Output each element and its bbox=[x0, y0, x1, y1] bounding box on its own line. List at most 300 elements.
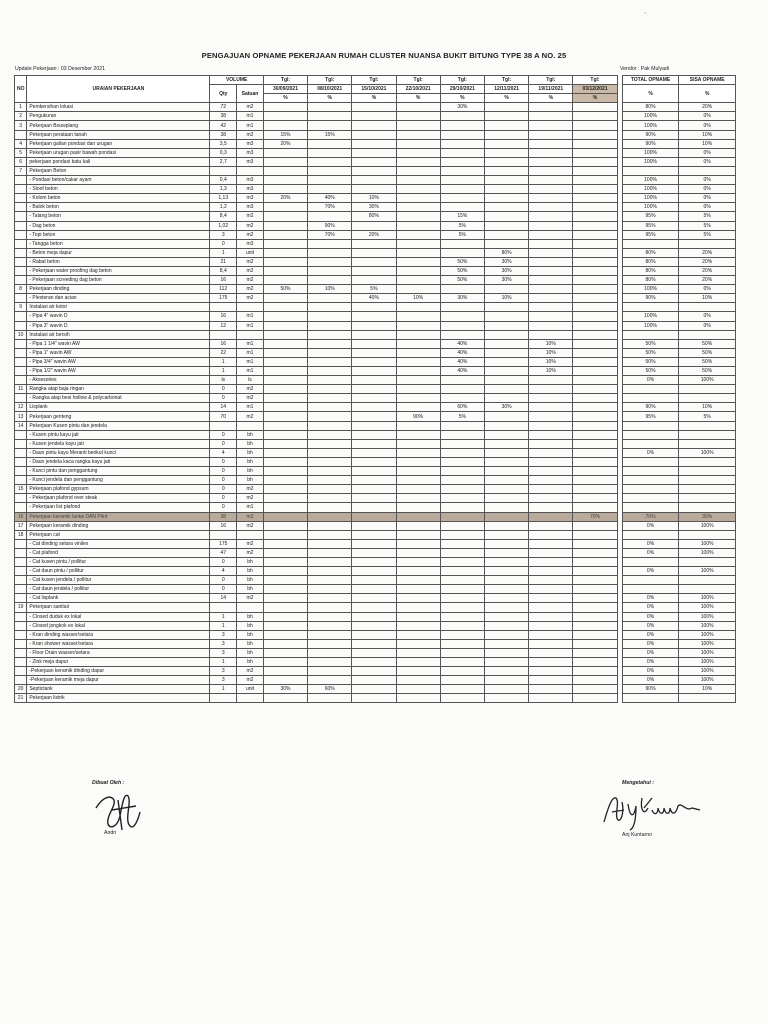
row-p3 bbox=[352, 448, 396, 457]
row-p2 bbox=[308, 185, 352, 194]
row-p8 bbox=[573, 339, 617, 348]
header-tgl: Tgl: bbox=[396, 76, 440, 85]
row-no bbox=[15, 621, 27, 630]
row-no bbox=[15, 248, 27, 257]
row-qty bbox=[210, 166, 237, 175]
row-p2 bbox=[308, 667, 352, 676]
row-p6 bbox=[484, 494, 528, 503]
table-row bbox=[15, 130, 736, 139]
row-p7: 10% bbox=[529, 339, 573, 348]
row-total: 0% bbox=[622, 567, 679, 576]
row-total bbox=[622, 421, 679, 430]
row-p8 bbox=[573, 185, 617, 194]
row-sisa: 100% bbox=[679, 539, 736, 548]
row-uraian: Pekerjaan sanitair bbox=[27, 603, 210, 612]
row-satuan: bh bbox=[237, 448, 264, 457]
row-p5 bbox=[440, 203, 484, 212]
row-p4 bbox=[396, 467, 440, 476]
row-no bbox=[15, 630, 27, 639]
row-p4 bbox=[396, 194, 440, 203]
row-p7 bbox=[529, 321, 573, 330]
row-satuan: m2 bbox=[237, 285, 264, 294]
row-uraian: Pengukuran bbox=[27, 112, 210, 121]
table-row bbox=[15, 303, 736, 312]
row-uraian: - Cat daun jendela / pollitur bbox=[27, 585, 210, 594]
row-qty: ls bbox=[210, 376, 237, 385]
row-p8 bbox=[573, 612, 617, 621]
row-p7 bbox=[529, 594, 573, 603]
row-p5 bbox=[440, 376, 484, 385]
row-p1 bbox=[263, 230, 307, 239]
row-p4 bbox=[396, 585, 440, 594]
row-p6: 80% bbox=[484, 248, 528, 257]
row-satuan: bh bbox=[237, 648, 264, 657]
row-p7 bbox=[529, 658, 573, 667]
row-p8 bbox=[573, 403, 617, 412]
table-row bbox=[15, 576, 736, 585]
row-p3 bbox=[352, 567, 396, 576]
row-p8 bbox=[573, 476, 617, 485]
header-date-highlight: 03/12/2021 bbox=[573, 85, 617, 94]
row-p6 bbox=[484, 376, 528, 385]
row-no: 14 bbox=[15, 421, 27, 430]
row-p8 bbox=[573, 248, 617, 257]
table-row bbox=[15, 248, 736, 257]
row-uraian: - Pipa 3" wavin D bbox=[27, 321, 210, 330]
row-p2 bbox=[308, 448, 352, 457]
row-p6: 30% bbox=[484, 276, 528, 285]
row-sisa: 100% bbox=[679, 667, 736, 676]
row-p8 bbox=[573, 576, 617, 585]
row-qty: 1 bbox=[210, 357, 237, 366]
row-p8 bbox=[573, 603, 617, 612]
row-no: 12 bbox=[15, 403, 27, 412]
row-p4 bbox=[396, 312, 440, 321]
row-p1: 30% bbox=[263, 685, 307, 694]
row-p8 bbox=[573, 685, 617, 694]
row-p3 bbox=[352, 157, 396, 166]
row-p5 bbox=[440, 576, 484, 585]
row-uraian: Rangka atap baja ringan bbox=[27, 385, 210, 394]
table-row bbox=[15, 521, 736, 530]
row-no: 8 bbox=[15, 285, 27, 294]
row-satuan: m3 bbox=[237, 203, 264, 212]
row-sisa: 100% bbox=[679, 676, 736, 685]
row-total bbox=[622, 330, 679, 339]
row-p4 bbox=[396, 521, 440, 530]
row-uraian: - Kunci pintu dan penggantung bbox=[27, 467, 210, 476]
row-sisa bbox=[679, 421, 736, 430]
row-total: 100% bbox=[622, 112, 679, 121]
known-by-label: Mengetahui : bbox=[622, 780, 654, 786]
row-qty: 4 bbox=[210, 448, 237, 457]
table-row bbox=[15, 548, 736, 557]
row-no bbox=[15, 339, 27, 348]
row-satuan: bh bbox=[237, 457, 264, 466]
row-uraian: - Closed jongkok ex lokal bbox=[27, 621, 210, 630]
row-p1 bbox=[263, 266, 307, 275]
row-p2 bbox=[308, 467, 352, 476]
row-sisa bbox=[679, 557, 736, 566]
row-p5 bbox=[440, 539, 484, 548]
row-qty: 0 bbox=[210, 557, 237, 566]
header-volume: VOLUME bbox=[210, 76, 263, 85]
row-p3 bbox=[352, 239, 396, 248]
row-uraian: Pekerjaan dinding bbox=[27, 285, 210, 294]
row-p8 bbox=[573, 621, 617, 630]
row-p3 bbox=[352, 685, 396, 694]
row-p1 bbox=[263, 512, 307, 521]
row-p7 bbox=[529, 639, 573, 648]
row-p8 bbox=[573, 485, 617, 494]
row-p6 bbox=[484, 548, 528, 557]
row-total: 0% bbox=[622, 621, 679, 630]
row-p1 bbox=[263, 321, 307, 330]
row-p2: 15% bbox=[308, 130, 352, 139]
row-no bbox=[15, 612, 27, 621]
row-qty: 2,7 bbox=[210, 157, 237, 166]
row-p4 bbox=[396, 239, 440, 248]
row-p8 bbox=[573, 312, 617, 321]
row-p2 bbox=[308, 421, 352, 430]
row-sisa: 0% bbox=[679, 312, 736, 321]
row-qty: 1,3 bbox=[210, 185, 237, 194]
row-uraian: Pembersihan lokasi bbox=[27, 103, 210, 112]
row-p7 bbox=[529, 112, 573, 121]
table-row bbox=[15, 394, 736, 403]
row-p1 bbox=[263, 485, 307, 494]
row-p7 bbox=[529, 139, 573, 148]
row-p1 bbox=[263, 185, 307, 194]
row-qty: 175 bbox=[210, 294, 237, 303]
row-no: 19 bbox=[15, 603, 27, 612]
row-p7 bbox=[529, 530, 573, 539]
row-p1 bbox=[263, 621, 307, 630]
row-total: 0% bbox=[622, 667, 679, 676]
row-sisa: 100% bbox=[679, 594, 736, 603]
row-p3 bbox=[352, 367, 396, 376]
row-p4 bbox=[396, 421, 440, 430]
row-uraian: - Plesteran dan acian bbox=[27, 294, 210, 303]
header-pct: % bbox=[440, 94, 484, 103]
row-satuan: m2 bbox=[237, 103, 264, 112]
row-p2 bbox=[308, 294, 352, 303]
row-total: 80% bbox=[622, 103, 679, 112]
row-p5: 50% bbox=[440, 266, 484, 275]
row-p2: 70% bbox=[308, 230, 352, 239]
row-p8 bbox=[573, 148, 617, 157]
row-p4 bbox=[396, 221, 440, 230]
row-qty: 3,5 bbox=[210, 139, 237, 148]
row-uraian: Pekerjaan keramik dinding bbox=[27, 521, 210, 530]
row-uraian: - Floor Drain wasser/setara bbox=[27, 648, 210, 657]
row-p3 bbox=[352, 494, 396, 503]
row-p5 bbox=[440, 176, 484, 185]
row-satuan: bh bbox=[237, 567, 264, 576]
row-qty: 112 bbox=[210, 285, 237, 294]
row-p8 bbox=[573, 448, 617, 457]
row-p4 bbox=[396, 276, 440, 285]
row-total: 80% bbox=[622, 257, 679, 266]
row-p4 bbox=[396, 139, 440, 148]
header-date: 15/10/2021 bbox=[352, 85, 396, 94]
row-p7 bbox=[529, 603, 573, 612]
row-p8 bbox=[573, 385, 617, 394]
row-p2 bbox=[308, 176, 352, 185]
row-qty: 0 bbox=[210, 576, 237, 585]
row-total: 0% bbox=[622, 603, 679, 612]
row-p6 bbox=[484, 639, 528, 648]
row-p8 bbox=[573, 294, 617, 303]
row-p1 bbox=[263, 330, 307, 339]
row-no bbox=[15, 185, 27, 194]
row-p4 bbox=[396, 567, 440, 576]
row-p2 bbox=[308, 339, 352, 348]
row-p6 bbox=[484, 630, 528, 639]
row-p3 bbox=[352, 667, 396, 676]
row-p8 bbox=[573, 367, 617, 376]
header-tgl: Tgl: bbox=[440, 76, 484, 85]
row-p2 bbox=[308, 539, 352, 548]
row-p2 bbox=[308, 157, 352, 166]
table-row bbox=[15, 567, 736, 576]
row-p2 bbox=[308, 367, 352, 376]
row-qty: 8,4 bbox=[210, 212, 237, 221]
row-qty: 3 bbox=[210, 667, 237, 676]
row-uraian: - Pipa 4" wavin D bbox=[27, 312, 210, 321]
row-uraian: - Sloof beton bbox=[27, 185, 210, 194]
row-satuan: m2 bbox=[237, 221, 264, 230]
row-p7 bbox=[529, 130, 573, 139]
row-p6 bbox=[484, 312, 528, 321]
row-total bbox=[622, 385, 679, 394]
row-p6 bbox=[484, 658, 528, 667]
table-row bbox=[15, 530, 736, 539]
row-uraian: Instalasi air kotor bbox=[27, 303, 210, 312]
row-p1 bbox=[263, 367, 307, 376]
row-p3 bbox=[352, 139, 396, 148]
row-uraian: Pekerjaan plafond gypsum bbox=[27, 485, 210, 494]
row-qty: 47 bbox=[210, 548, 237, 557]
row-p4 bbox=[396, 121, 440, 130]
row-qty: 38 bbox=[210, 512, 237, 521]
row-p7 bbox=[529, 421, 573, 430]
row-p2: 70% bbox=[308, 203, 352, 212]
row-sisa: 50% bbox=[679, 367, 736, 376]
row-p4 bbox=[396, 166, 440, 175]
row-uraian: -Pekerjaan keramik dinding dapur bbox=[27, 667, 210, 676]
row-total: 100% bbox=[622, 285, 679, 294]
row-p7 bbox=[529, 266, 573, 275]
row-p4 bbox=[396, 539, 440, 548]
row-p6 bbox=[484, 230, 528, 239]
row-qty: 1 bbox=[210, 658, 237, 667]
row-p6 bbox=[484, 121, 528, 130]
row-total: 90% bbox=[622, 130, 679, 139]
table-row bbox=[15, 330, 736, 339]
row-p5: 5% bbox=[440, 412, 484, 421]
table-row bbox=[15, 203, 736, 212]
row-p4 bbox=[396, 321, 440, 330]
row-p8 bbox=[573, 212, 617, 221]
row-p3 bbox=[352, 394, 396, 403]
row-p6 bbox=[484, 103, 528, 112]
row-p7 bbox=[529, 185, 573, 194]
row-p4 bbox=[396, 148, 440, 157]
row-sisa bbox=[679, 385, 736, 394]
row-satuan: m2 bbox=[237, 230, 264, 239]
row-p8 bbox=[573, 585, 617, 594]
row-no bbox=[15, 257, 27, 266]
row-p8 bbox=[573, 430, 617, 439]
table-row bbox=[15, 694, 736, 703]
row-p5 bbox=[440, 130, 484, 139]
row-total: 95% bbox=[622, 221, 679, 230]
row-p1 bbox=[263, 348, 307, 357]
header-no: NO bbox=[15, 76, 27, 103]
header-pct: % bbox=[484, 94, 528, 103]
row-p3 bbox=[352, 576, 396, 585]
row-p5 bbox=[440, 676, 484, 685]
table-row bbox=[15, 512, 736, 521]
row-p6 bbox=[484, 467, 528, 476]
row-p4 bbox=[396, 130, 440, 139]
row-p5 bbox=[440, 685, 484, 694]
row-p5 bbox=[440, 648, 484, 657]
row-p7 bbox=[529, 585, 573, 594]
row-p3 bbox=[352, 503, 396, 512]
row-p7 bbox=[529, 257, 573, 266]
row-p1 bbox=[263, 112, 307, 121]
row-p4 bbox=[396, 485, 440, 494]
row-sisa bbox=[679, 485, 736, 494]
row-p7 bbox=[529, 330, 573, 339]
row-no bbox=[15, 376, 27, 385]
row-no: 1 bbox=[15, 103, 27, 112]
table-row bbox=[15, 476, 736, 485]
row-total: 100% bbox=[622, 185, 679, 194]
row-p2 bbox=[308, 239, 352, 248]
row-no bbox=[15, 585, 27, 594]
row-p2: 90% bbox=[308, 221, 352, 230]
row-p1 bbox=[263, 239, 307, 248]
row-p2 bbox=[308, 476, 352, 485]
row-qty: 0 bbox=[210, 476, 237, 485]
row-sisa bbox=[679, 494, 736, 503]
row-total: 0% bbox=[622, 539, 679, 548]
row-p2 bbox=[308, 630, 352, 639]
row-sisa: 10% bbox=[679, 294, 736, 303]
row-uraian: - Kunci jendela dan penggantung bbox=[27, 476, 210, 485]
row-satuan: m2 bbox=[237, 594, 264, 603]
row-p7 bbox=[529, 685, 573, 694]
row-satuan: m1 bbox=[237, 348, 264, 357]
row-p2 bbox=[308, 594, 352, 603]
row-p5 bbox=[440, 248, 484, 257]
row-p1 bbox=[263, 357, 307, 366]
row-p2 bbox=[308, 648, 352, 657]
row-uraian: - Pipa 1 1/4" wavin AW bbox=[27, 339, 210, 348]
row-p6 bbox=[484, 357, 528, 366]
row-sisa: 20% bbox=[679, 266, 736, 275]
row-p3 bbox=[352, 603, 396, 612]
row-p3 bbox=[352, 476, 396, 485]
row-satuan: m2 bbox=[237, 266, 264, 275]
row-p4 bbox=[396, 612, 440, 621]
row-satuan: m3 bbox=[237, 157, 264, 166]
row-no bbox=[15, 221, 27, 230]
row-p5 bbox=[440, 567, 484, 576]
row-p3: 80% bbox=[352, 212, 396, 221]
row-p3 bbox=[352, 276, 396, 285]
row-p2 bbox=[308, 385, 352, 394]
row-p5 bbox=[440, 321, 484, 330]
row-sisa: 10% bbox=[679, 130, 736, 139]
row-p5: 30% bbox=[440, 103, 484, 112]
row-p2 bbox=[308, 166, 352, 175]
signature-andri bbox=[88, 786, 148, 836]
row-satuan bbox=[237, 330, 264, 339]
row-p5: 60% bbox=[440, 403, 484, 412]
table-row bbox=[15, 185, 736, 194]
row-p4 bbox=[396, 112, 440, 121]
row-p3 bbox=[352, 521, 396, 530]
header-tgl: Tgl: bbox=[529, 76, 573, 85]
row-p4 bbox=[396, 339, 440, 348]
row-p3 bbox=[352, 639, 396, 648]
row-p8 bbox=[573, 658, 617, 667]
header-tgl: Tgl: bbox=[263, 76, 307, 85]
row-p8 bbox=[573, 394, 617, 403]
table-body bbox=[15, 103, 736, 703]
row-p1 bbox=[263, 412, 307, 421]
row-sisa bbox=[679, 430, 736, 439]
row-p4 bbox=[396, 330, 440, 339]
row-p1 bbox=[263, 257, 307, 266]
row-total: 100% bbox=[622, 121, 679, 130]
row-p6 bbox=[484, 303, 528, 312]
row-total: 0% bbox=[622, 648, 679, 657]
row-p2 bbox=[308, 139, 352, 148]
row-p2 bbox=[308, 248, 352, 257]
row-p5 bbox=[440, 185, 484, 194]
row-p6 bbox=[484, 112, 528, 121]
scan-speck: ◦ bbox=[644, 10, 647, 17]
table-row bbox=[15, 157, 736, 166]
row-p2 bbox=[308, 612, 352, 621]
row-satuan: m1 bbox=[237, 112, 264, 121]
row-p5 bbox=[440, 667, 484, 676]
row-sisa bbox=[679, 303, 736, 312]
row-p8 bbox=[573, 503, 617, 512]
row-satuan bbox=[237, 530, 264, 539]
row-total: 100% bbox=[622, 148, 679, 157]
row-p1 bbox=[263, 203, 307, 212]
row-p6 bbox=[484, 448, 528, 457]
table-row bbox=[15, 439, 736, 448]
header-sisa-pct: % bbox=[679, 85, 736, 103]
row-no: 10 bbox=[15, 330, 27, 339]
row-p1 bbox=[263, 448, 307, 457]
row-p2 bbox=[308, 276, 352, 285]
row-p5 bbox=[440, 239, 484, 248]
row-p5 bbox=[440, 303, 484, 312]
row-no bbox=[15, 676, 27, 685]
row-no bbox=[15, 667, 27, 676]
row-p4 bbox=[396, 376, 440, 385]
table-row bbox=[15, 139, 736, 148]
table-row bbox=[15, 221, 736, 230]
